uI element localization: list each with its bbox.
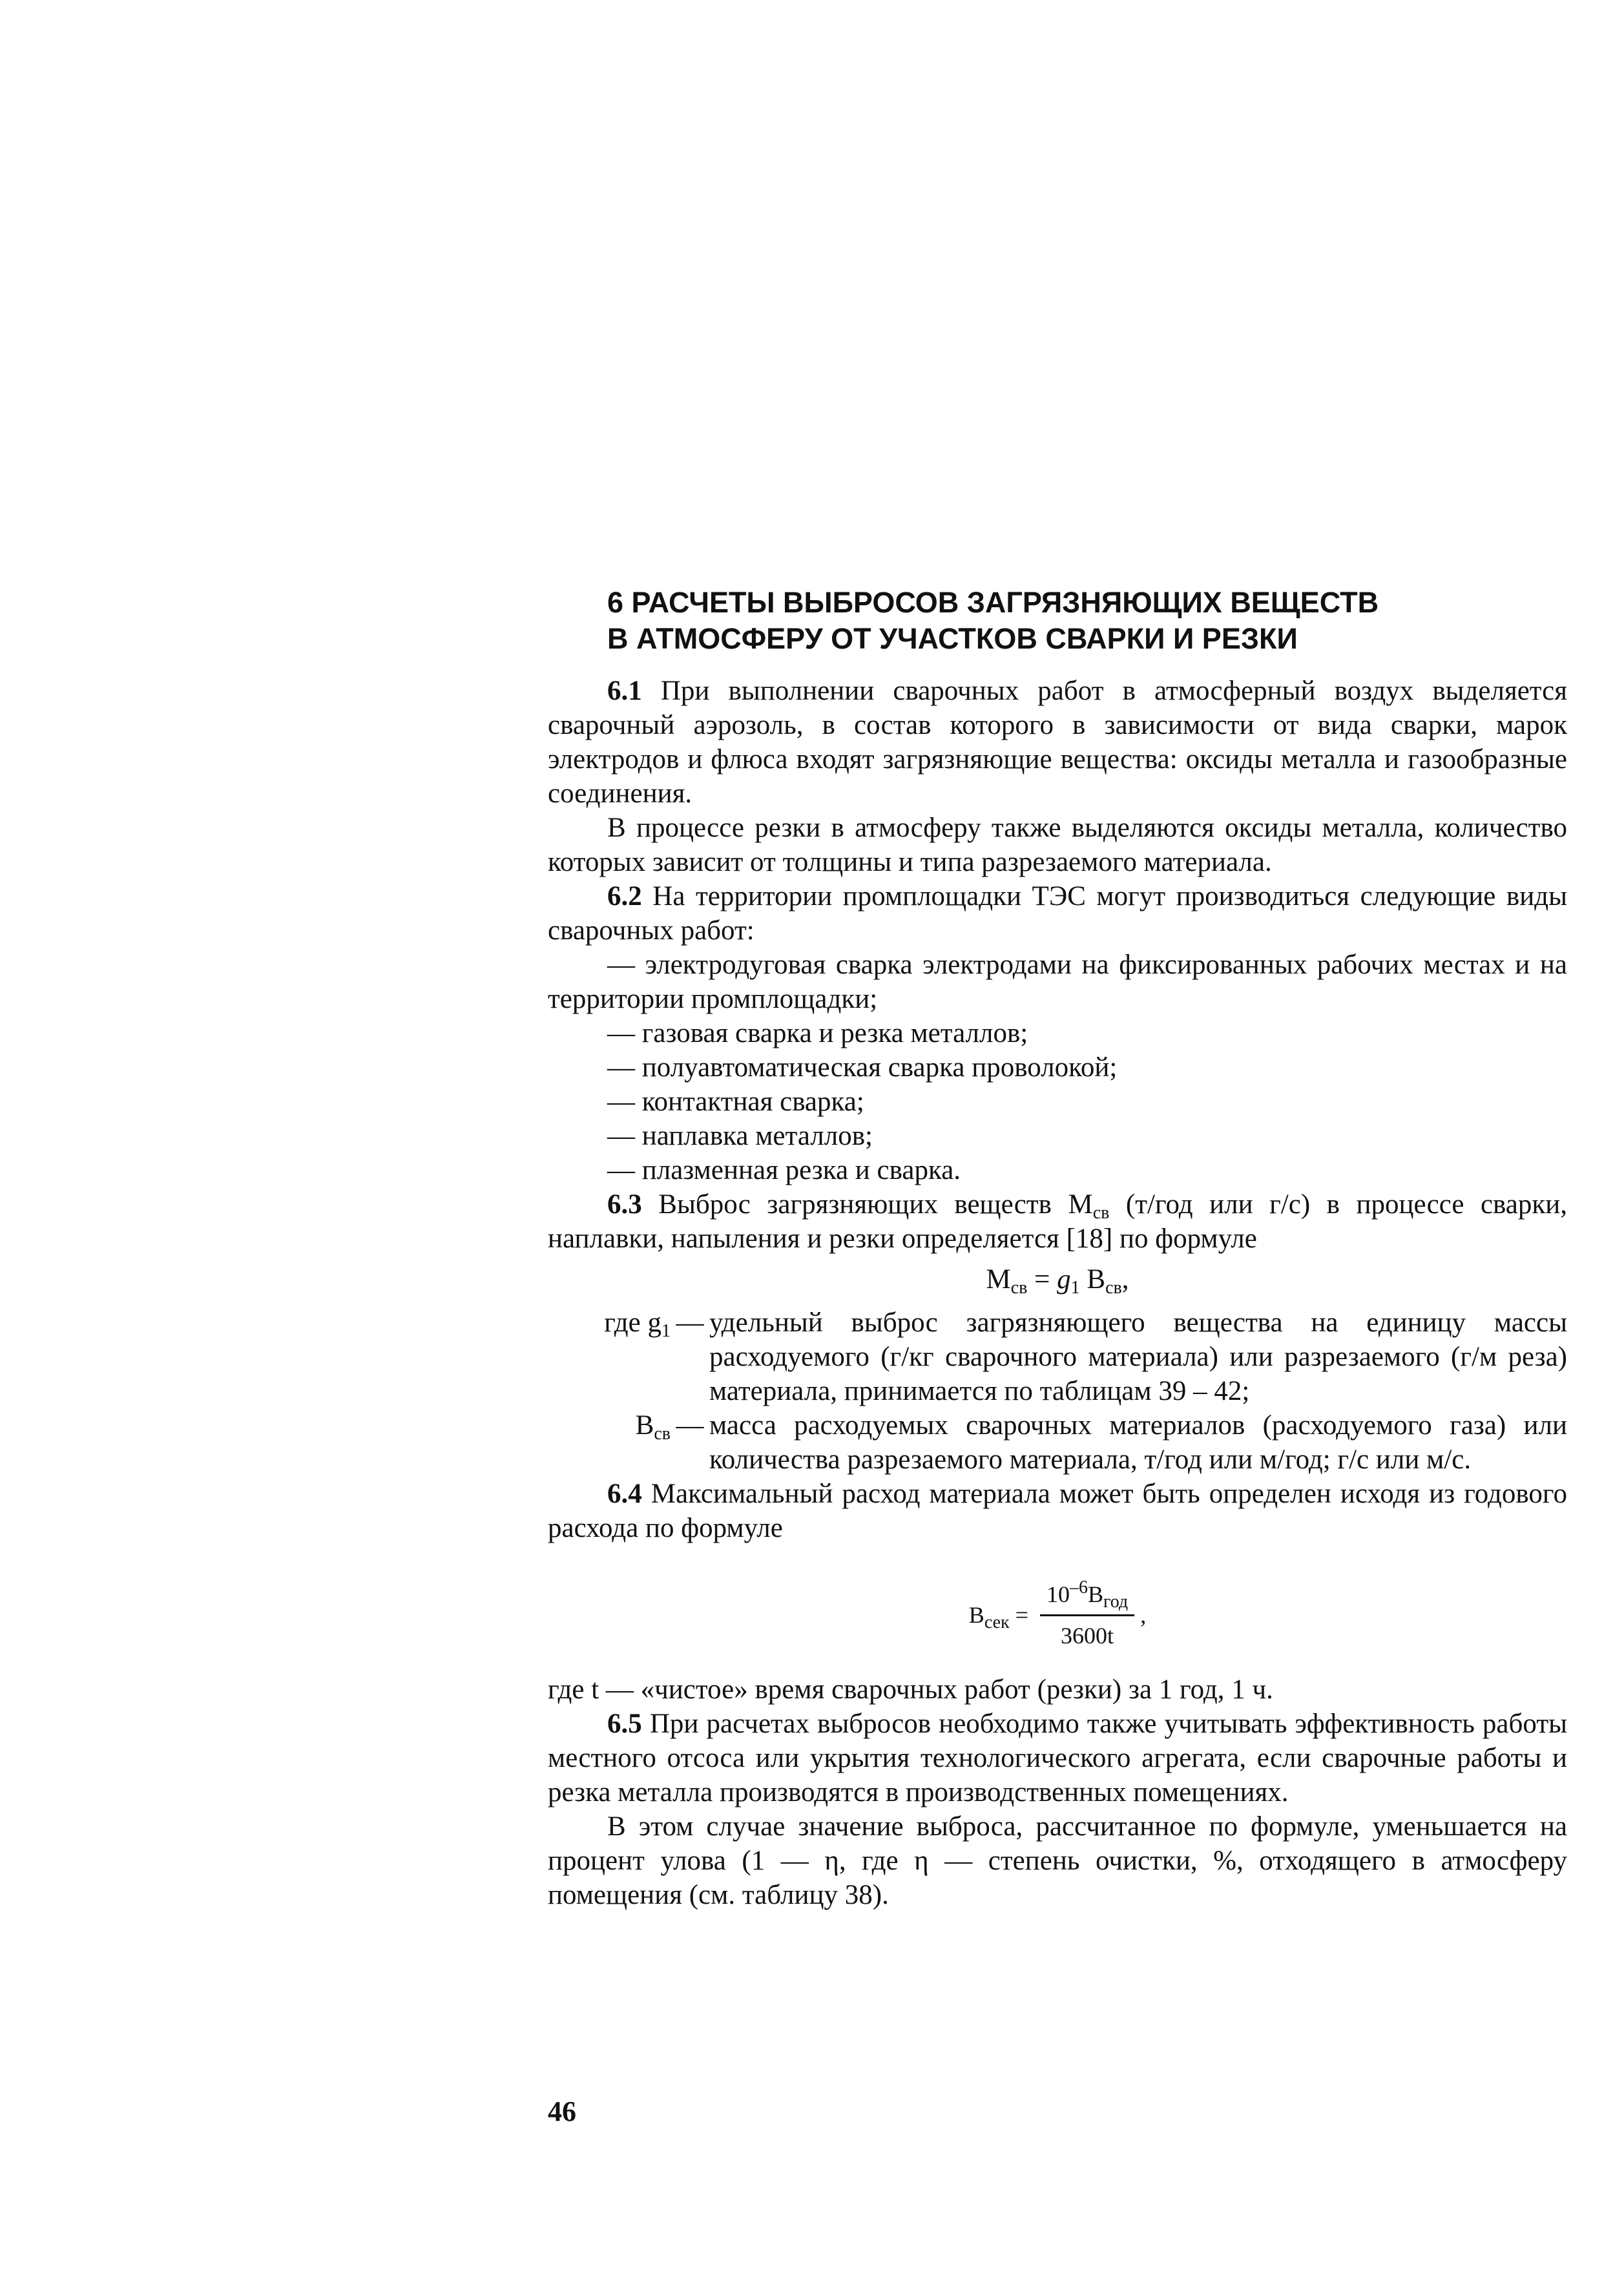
formula-term: В — [1087, 1581, 1103, 1607]
symbol-text: где g — [604, 1307, 661, 1338]
symbol-sub: св — [654, 1424, 671, 1444]
formula-fraction — [1040, 1578, 1134, 1653]
clause-text: При выполнении сварочных работ в атмосферный воздух выделяется сварочный аэрозоль, в состав которого в зависимости от вида сварки, марок электродов и флюса входят загрязняющие вещества: оксиды металла и газообразные соединения. — [548, 676, 1567, 809]
formula-emission — [548, 1262, 1567, 1297]
clause-text-b: (т/год или г/с) в процессе сварки, наплавки, напыления и резки определяется [18] по формуле — [548, 1189, 1568, 1254]
symbol-text: В — [635, 1410, 654, 1441]
formula-term: g — [1057, 1264, 1071, 1295]
formula-sub: год — [1103, 1592, 1129, 1612]
formula-lhs — [969, 1598, 1034, 1632]
where-text: удельный выброс загрязняющего вещества на единицу массы расходуемого (г/кг сварочного материала) или разрезаемого (г/м реза) материала, принимается по таблицам 39 – 42; — [709, 1307, 1567, 1406]
formula-term: 10 — [1046, 1581, 1070, 1607]
section-heading — [607, 585, 1567, 657]
clause-text-a: Выброс загрязняющих веществ М — [641, 1189, 1093, 1220]
symbol-sub: 1 — [661, 1321, 671, 1341]
where-dash: — — [676, 1307, 704, 1338]
formula-eq: = — [1027, 1264, 1057, 1295]
paragraph-6-5-cont: В этом случае значение выброса, рассчитанное по формуле, уменьшается на процент улова (1 — η, где η — степень очистки, %, отходящего в атмосферу помещения (см. таблицу 38). — [548, 1811, 1567, 1910]
paragraph-6-1 — [548, 674, 1567, 811]
where-dash: — — [676, 1410, 704, 1441]
paragraph-6-3 — [548, 1187, 1567, 1256]
paragraph-6-2 — [548, 879, 1567, 948]
fraction-numerator — [1040, 1578, 1134, 1616]
formula-eq: = — [1009, 1602, 1034, 1628]
list-item: — газовая сварка и резка металлов; — [607, 1018, 1028, 1048]
page-number: 46 — [548, 2096, 576, 2127]
where-t: где t — «чистое» время сварочных работ (резки) за 1 год, 1 ч. — [548, 1674, 1273, 1705]
where-symbol — [548, 1408, 671, 1477]
formula-end: , — [1140, 1602, 1147, 1628]
text-column — [548, 585, 1567, 1912]
formula-term: В — [968, 1602, 984, 1628]
list-item: — плазменная резка и сварка. — [607, 1155, 961, 1185]
list-item: — контактная сварка; — [607, 1087, 864, 1117]
list-item: — полуавтоматическая сварка проволокой; — [607, 1052, 1118, 1083]
paragraph-6-5 — [548, 1707, 1567, 1809]
list-item: — электродуговая сварка электродами на фиксированных рабочих местах и на территории промплощадки; — [548, 950, 1567, 1014]
subscript: св — [1092, 1203, 1110, 1223]
where-definition — [548, 1408, 1567, 1477]
formula-term: М — [986, 1264, 1011, 1295]
heading-line-2: В АТМОСФЕРУ ОТ УЧАСТКОВ СВАРКИ И РЕЗКИ — [607, 622, 1298, 655]
formula-sub: св — [1105, 1278, 1122, 1298]
clause-text: Максимальный расход материала может быть определен исходя из годового расхода по формуле — [548, 1479, 1567, 1543]
formula-sub: сек — [984, 1612, 1010, 1632]
clause-text: При расчетах выбросов необходимо также учитывать эффективность работы местного отсоса или укрытия технологического агрегата, если сварочные работы и резка металла производятся в производственных помещениях. — [548, 1709, 1567, 1807]
formula-end: , — [1121, 1264, 1129, 1295]
paragraph-6-4 — [548, 1477, 1567, 1545]
heading-line-1: 6 РАСЧЕТЫ ВЫБРОСОВ ЗАГРЯЗНЯЮЩИХ ВЕЩЕСТВ — [607, 586, 1379, 619]
formula-sub: 1 — [1070, 1278, 1080, 1298]
clause-number: 6.1 — [607, 676, 642, 706]
clause-number: 6.5 — [607, 1709, 642, 1739]
formula-sub: св — [1010, 1278, 1028, 1298]
where-definition — [548, 1306, 1567, 1408]
formula-term: В — [1079, 1264, 1106, 1295]
clause-text: На территории промплощадки ТЭС могут производиться следующие виды сварочных работ: — [548, 881, 1567, 946]
clause-number: 6.4 — [607, 1479, 642, 1509]
where-text: масса расходуемых сварочных материалов (расходуемого газа) или количества разрезаемого материала, т/год или м/год; г/с или м/с. — [709, 1410, 1567, 1475]
fraction-denominator: 3600t — [1061, 1623, 1114, 1649]
list-item: — наплавка металлов; — [607, 1121, 873, 1151]
clause-number: 6.2 — [607, 881, 642, 911]
formula-max-consumption — [548, 1578, 1567, 1653]
where-symbol — [548, 1306, 671, 1408]
paragraph-6-1-cont: В процессе резки в атмосферу также выделяются оксиды металла, количество которых зависит от толщины и типа разрезаемого материала. — [548, 813, 1567, 877]
clause-number: 6.3 — [607, 1189, 642, 1220]
formula-sup: –6 — [1069, 1578, 1088, 1598]
